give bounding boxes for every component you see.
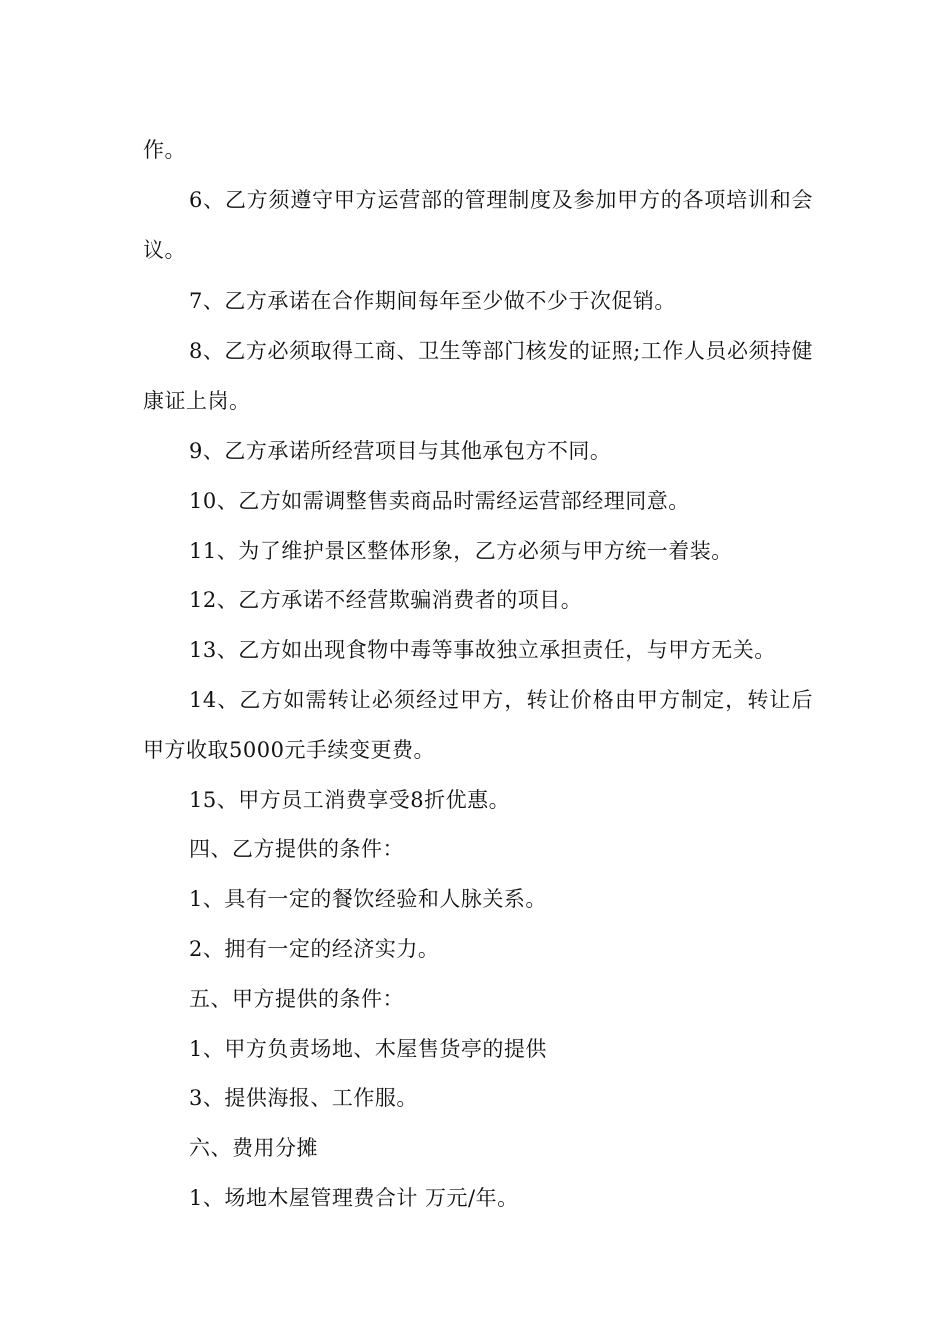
section-heading-5: 五、甲方提供的条件：: [189, 987, 404, 1011]
paragraph-item-14: 14、乙方如需转让必须经过甲方，转让价格由甲方制定，转让后甲方收取5000元手续变更费。: [143, 688, 813, 762]
section-heading-4: 四、乙方提供的条件：: [189, 837, 404, 861]
paragraph-item-9: 9、乙方承诺所经营项目与其他承包方不同。: [189, 439, 612, 463]
paragraph-item-8: 8、乙方必须取得工商、卫生等部门核发的证照;工作人员必须持健康证上岗。: [143, 339, 813, 413]
paragraph-item-10: 10、乙方如需调整售卖商品时需经运营部经理同意。: [189, 489, 690, 513]
paragraph-item-15: 15、甲方员工消费享受8折优惠。: [189, 788, 511, 812]
paragraph-item-11: 11、为了维护景区整体形象，乙方必须与甲方统一着装。: [189, 539, 733, 563]
paragraph-item-6: 6、乙方须遵守甲方运营部的管理制度及参加甲方的各项培训和会议。: [143, 188, 813, 262]
section-heading-6: 六、费用分摊: [189, 1136, 318, 1160]
paragraph-condition-2: 2、拥有一定的经济实力。: [189, 937, 440, 961]
paragraph-condition-1: 1、具有一定的餐饮经验和人脉关系。: [189, 887, 547, 911]
paragraph-continuation: 作。: [143, 138, 186, 162]
paragraph-provision-3: 3、提供海报、工作服。: [189, 1086, 418, 1110]
paragraph-provision-1: 1、甲方负责场地、木屋售货亭的提供: [189, 1037, 547, 1061]
paragraph-item-7: 7、乙方承诺在合作期间每年至少做不少于次促销。: [189, 289, 676, 313]
paragraph-fee-1: 1、场地木屋管理费合计 万元/年。: [189, 1186, 519, 1210]
paragraph-item-12: 12、乙方承诺不经营欺骗消费者的项目。: [189, 588, 583, 612]
paragraph-item-13: 13、乙方如出现食物中毒等事故独立承担责任，与甲方无关。: [189, 638, 776, 662]
